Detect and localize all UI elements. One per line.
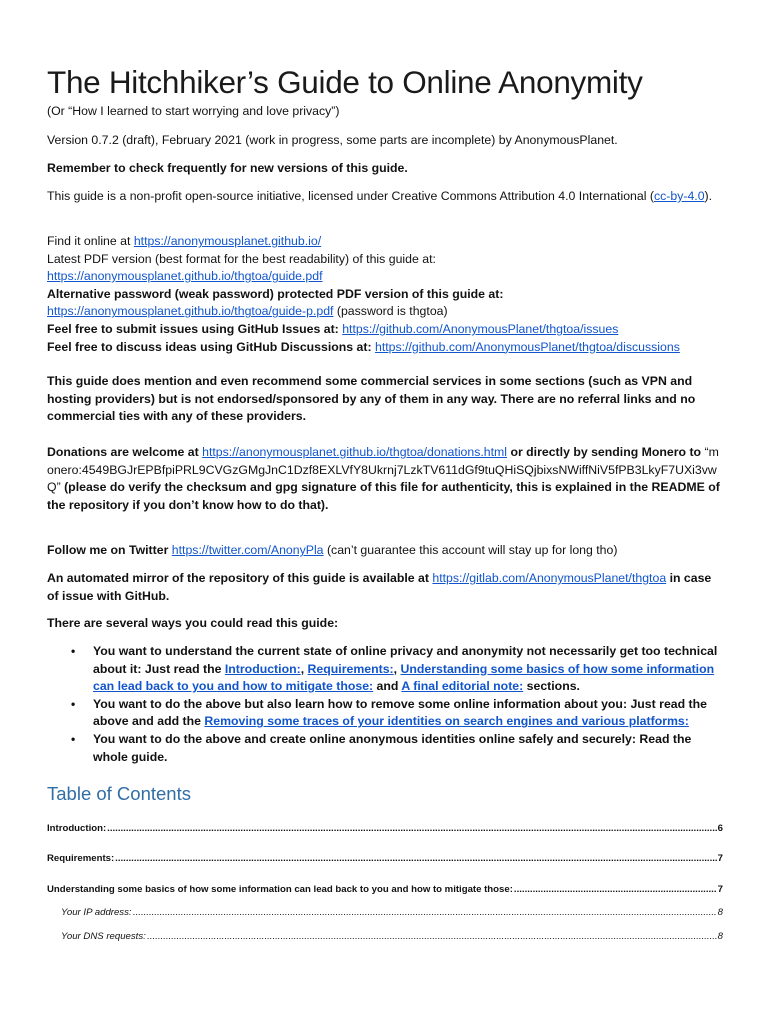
toc-entry[interactable]: Your IP address: ..... 8 — [47, 907, 723, 918]
editorial-note-link[interactable]: A final editorial note: — [401, 679, 524, 694]
list-item: • You want to do the above but also learn how to remove some online information about you: Just read the above and add the Removing some traces of your identities on search engines and various platforms: — [71, 696, 707, 729]
disclaimer-paragraph: This guide does mention and even recommend some commercial services in some sections (such as VPN and hosting providers) but is not endorsed/sponsored by any of them in any way. There are no referral links and no commercial ties with any of these providers. — [47, 374, 696, 424]
toc-entry[interactable]: Requirements: ..... 7 — [47, 853, 723, 864]
license-paragraph: This guide is a non-profit open-source initiative, licensed under Creative Commons Attribution 4.0 International (cc-by-4.0). — [47, 189, 713, 203]
toc-entry[interactable]: Introduction: ..... 6 — [47, 823, 723, 834]
toc-entry[interactable]: Understanding some basics of how some information can lead back to you and how to mitigate those: ..... 7 — [47, 884, 723, 895]
toc-entry[interactable]: Your DNS requests: ..... 8 — [47, 931, 723, 942]
license-link[interactable]: cc-by-4.0 — [653, 189, 705, 203]
subtitle: (Or “How I learned to start worrying and love privacy”) — [47, 104, 340, 118]
issues-link[interactable]: https://github.com/AnonymousPlanet/thgtoa/issues — [342, 321, 619, 336]
understanding-basics-link[interactable]: Understanding some basics of how some information can lead back to you and how to mitigate those: — [93, 661, 715, 694]
donations-link[interactable]: https://anonymousplanet.github.io/thgtoa/donations.html — [202, 445, 508, 459]
requirements-link[interactable]: Requirements: — [307, 661, 394, 676]
pdf-link[interactable]: https://anonymousplanet.github.io/thgtoa/guide.pdf — [47, 269, 323, 284]
site-link[interactable]: https://anonymousplanet.github.io/ — [133, 234, 322, 248]
removing-traces-link[interactable]: Removing some traces of your identities on search engines and various platforms: — [204, 714, 689, 729]
version-line: Version 0.7.2 (draft), February 2021 (work in progress, some parts are incomplete) by AnonymousPlanet. — [47, 133, 618, 147]
protected-pdf-link[interactable]: https://anonymousplanet.github.io/thgtoa/guide-p.pdf — [47, 304, 334, 319]
twitter-paragraph: Follow me on Twitter https://twitter.com/AnonyPla (can’t guarantee this account will stay up for long tho) — [47, 543, 618, 557]
document-title: The Hitchhiker’s Guide to Online Anonymity — [47, 64, 643, 100]
twitter-link[interactable]: https://twitter.com/AnonyPla — [171, 543, 324, 557]
ways-list — [47, 643, 723, 766]
list-item: • You want to do the above and create online anonymous identities online safely and securely: Read the whole guide. — [71, 731, 692, 764]
mirror-paragraph: An automated mirror of the repository of this guide is available at https://gitlab.com/AnonymousPlanet/thgtoa in case of issue with GitHub. — [47, 571, 712, 603]
introduction-link[interactable]: Introduction: — [224, 661, 301, 676]
donations-paragraph: Donations are welcome at https://anonymousplanet.github.io/thgtoa/donations.html or directly by sending Monero to “monero:4549BGJrEPBfpiPRL9CVGzGMgJnC1Dzf8EXLVfY8Ukrnj7LzkTV611dGf9tuQHiSQjbixsNWiffNiV5fPB3LkyF7UXi3vwQ” (please do verify the checksum and gpg signature of this file for authenticity, this is explained in the README of the repository if you don’t know how to do that). — [47, 445, 720, 512]
list-item: • You want to understand the current state of online privacy and anonymity not necessarily get too technical about it: Just read the Introduction:, Requirements:, Understanding some basics of how some information can lead back to you and how to mitigate those: and A final editorial note: sections. — [71, 644, 718, 694]
links-block: Find it online at https://anonymousplanet.github.io/ Latest PDF version (best format for the best readability) of this guide at: https://anonymousplanet.github.io/thgtoa/guide.pdf Alternative password (weak password) protected PDF version of this guide at: https://anonymousplanet.github.io/thgtoa/guide-p.pdf (password is thgtoa) Feel free to submit issues using GitHub Issues at: https://github.com/AnonymousPlanet/thgtoa/issues Feel free to discuss ideas using GitHub Discussions at: https://github.com/AnonymousPlanet/thgtoa/discussions — [47, 234, 680, 354]
gitlab-link[interactable]: https://gitlab.com/AnonymousPlanet/thgtoa — [432, 571, 667, 585]
remember-note: Remember to check frequently for new versions of this guide. — [47, 161, 408, 175]
toc-heading: Table of Contents — [47, 783, 191, 804]
discussions-link[interactable]: https://github.com/AnonymousPlanet/thgtoa/discussions — [375, 339, 680, 354]
ways-intro: There are several ways you could read this guide: — [47, 616, 339, 630]
monero-address: “monero:4549BGJrEPBfpiPRL9CVGzGMgJnC1Dzf8EXLVfY8Ukrnj7LzkTV611dGf9tuQHiSQjbixsNWiffNiV5fPB3LkyF7UXi3vwQ” — [47, 445, 719, 495]
